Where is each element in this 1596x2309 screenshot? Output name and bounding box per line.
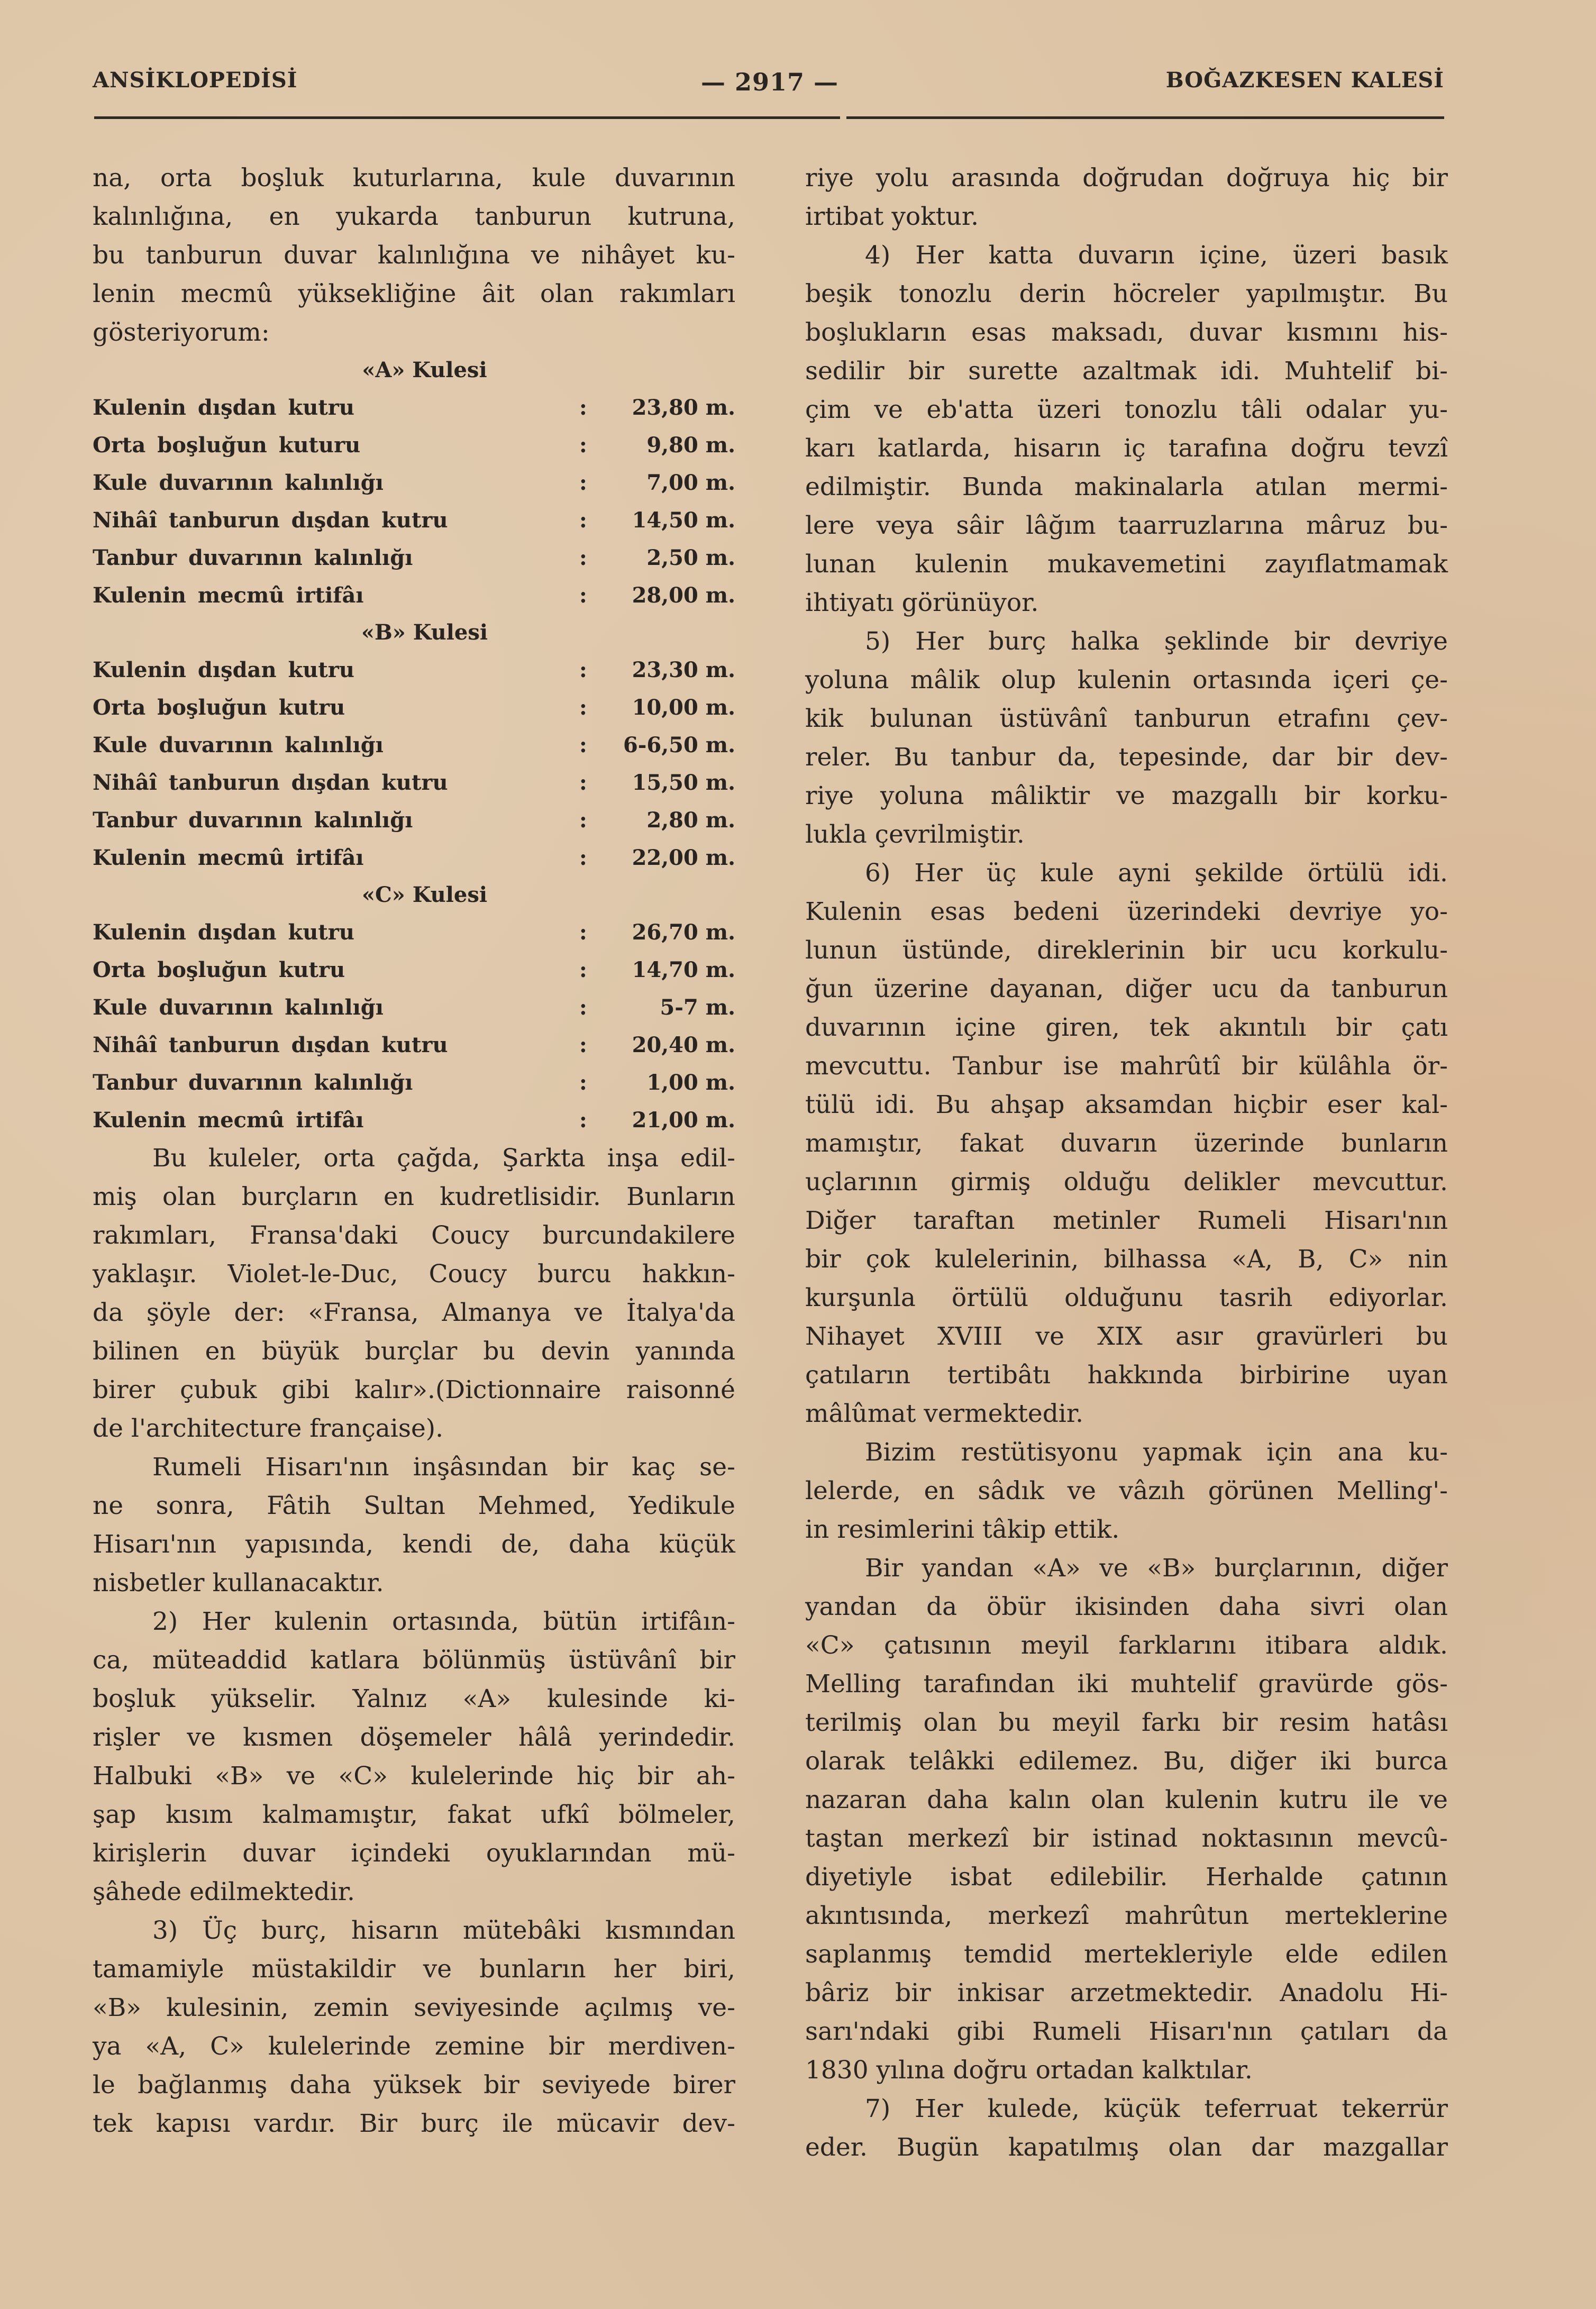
text-line: kik bulunan üstüvânî tanburun etrafını çev- (805, 704, 1448, 733)
text-line: Rumeli Hisarı'nın inşâsından bir kaç se- (152, 1453, 735, 1482)
text-line: de l'architecture française). (93, 1414, 444, 1443)
paragraph-5 (805, 622, 1448, 854)
text-line: mâlûmat vermektedir. (805, 1399, 1084, 1428)
table-row (93, 577, 735, 614)
text-line: «C» çatısının meyil farklarını itibara aldık. (805, 1631, 1448, 1660)
text-line: Hisarı'nın yapısında, kendi de, daha küçük (93, 1530, 735, 1559)
text-line: bâriz bir inkisar arzetmektedir. Anadolu Hi- (805, 1978, 1448, 2007)
text-line: in resimlerini tâkip ettik. (805, 1515, 1120, 1544)
text-line: riye yoluna mâliktir ve mazgallı bir korku- (805, 781, 1448, 810)
text-line: Bir yandan «A» ve «B» burçlarının, diğer (865, 1554, 1448, 1583)
text-line: terilmiş olan bu meyil farkı bir resim hatâsı (805, 1708, 1448, 1737)
text-line: gösteriyorum: (93, 318, 270, 347)
table-row (93, 1026, 735, 1064)
row-separator: : (579, 845, 587, 870)
row-label: Kule duvarının kalınlığı (93, 470, 384, 495)
text-line: ne sonra, Fâtih Sultan Mehmed, Yedikule (93, 1491, 735, 1520)
text-line: reler. Bu tanbur da, tepesinde, dar bir dev- (805, 743, 1448, 772)
table-row (93, 914, 735, 951)
row-label: Nihâî tanburun dışdan kutru (93, 508, 448, 533)
paragraph-4 (805, 236, 1448, 622)
paragraph-3 (93, 1911, 735, 2143)
text-line: mevcuttu. Tanbur ise mahrûtî bir külâhla ör- (805, 1052, 1448, 1081)
tower-b-table (93, 614, 735, 877)
text-line: 3) Üç burç, hisarın mütebâki kısmından (152, 1916, 735, 1945)
text-line: rakımları, Fransa'daki Coucy burcundakilere (93, 1221, 735, 1250)
text-line: bu tanburun duvar kalınlığına ve nihâyet ku- (93, 241, 735, 270)
text-line: ihtiyatı görünüyor. (805, 588, 1039, 617)
row-value: 23,80 m. (632, 395, 735, 420)
text-line: ca, müteaddid katlara bölünmüş üstüvânî bir (93, 1646, 735, 1675)
text-line: lunan kulenin mukavemetini zayıflatmamak (805, 550, 1448, 579)
paragraph-restitution (805, 1433, 1448, 1549)
text-line: uçlarının girmiş olduğu delikler mevcuttur. (805, 1167, 1448, 1197)
text-line: le bağlanmış daha yüksek bir seviyede birer (93, 2070, 735, 2100)
text-line: lenin mecmû yüksekliğine âit olan rakımları (93, 279, 735, 308)
text-line: lukla çevrilmiştir. (805, 820, 1025, 849)
tower-b-title: «B» Kulesi (361, 620, 488, 645)
text-line: nazaran daha kalın olan kulenin kutru ile ve (805, 1785, 1448, 1814)
row-value: 21,00 m. (632, 1108, 735, 1133)
text-line: beşik tonozlu derin höcreler yapılmıştır. Bu (805, 279, 1448, 308)
row-separator: : (579, 957, 587, 982)
row-label: Kulenin mecmû irtifâı (93, 845, 364, 870)
text-line: kurşunla örtülü olduğunu tasrih ediyorlar. (805, 1283, 1448, 1312)
text-line: çatıların tertibâtı hakkında birbirine uyan (805, 1361, 1448, 1390)
right-column (805, 159, 1448, 2167)
row-value: 1,00 m. (646, 1070, 735, 1095)
text-line: birer çubuk gibi kalır».(Dictionnaire raisonné (93, 1375, 735, 1404)
paragraph-yedikule (93, 1448, 735, 1602)
text-line: Kulenin esas bedeni üzerindeki devriye yo- (805, 897, 1448, 926)
row-label: Nihâî tanburun dışdan kutru (93, 770, 448, 795)
table-row (93, 464, 735, 501)
row-label: Kulenin dışdan kutru (93, 395, 354, 420)
text-line: Nihayet XVIII ve XIX asır gravürleri bu (805, 1322, 1448, 1351)
table-row (93, 651, 735, 689)
text-line: 7) Her kulede, küçük teferruat tekerrür (865, 2094, 1448, 2123)
row-separator: : (579, 470, 587, 495)
text-line: 5) Her burç halka şeklinde bir devriye (865, 627, 1448, 656)
text-line: na, orta boşluk kuturlarına, kule duvarının (93, 163, 735, 193)
row-separator: : (579, 1033, 587, 1057)
row-value: 26,70 m. (632, 920, 735, 945)
text-line: irtibat yoktur. (805, 202, 979, 231)
text-line: sarı'ndaki gibi Rumeli Hisarı'nın çatıları da (805, 2017, 1448, 2046)
header-publication-title: ANSİKLOPEDİSİ (93, 68, 298, 93)
text-line: tamamiyle müstakildir ve bunların her biri, (93, 1955, 735, 1984)
tower-c-table (93, 877, 735, 1139)
row-label: Orta boşluğun kutru (93, 695, 345, 720)
header-article-title: BOĞAZKESEN KALESİ (1165, 68, 1444, 93)
row-separator: : (579, 1108, 587, 1133)
row-label: Nihâî tanburun dışdan kutru (93, 1033, 448, 1057)
row-value: 2,50 m. (646, 545, 735, 570)
text-line: Bizim restütisyonu yapmak için ana ku- (865, 1438, 1448, 1467)
row-label: Tanbur duvarının kalınlığı (93, 545, 413, 570)
tower-c-title: «C» Kulesi (361, 882, 488, 907)
text-line: 2) Her kulenin ortasında, bütün irtifâın- (152, 1607, 735, 1636)
table-row (93, 801, 735, 839)
text-line: kalınlığına, en yukarda tanburun kutruna, (93, 202, 735, 231)
text-line: Bu kuleler, orta çağda, Şarkta inşa edil- (152, 1144, 735, 1173)
text-line: şap kısım kalmamıştır, fakat ufkî bölmeler, (93, 1800, 735, 1829)
paragraph-coucy (93, 1139, 735, 1448)
row-value: 2,80 m. (646, 808, 735, 833)
text-line: 6) Her üç kule ayni şekilde örtülü idi. (865, 859, 1448, 888)
text-line: ğun üzerine dayanan, diğer ucu da tanburun (805, 974, 1448, 1003)
paragraph-7 (805, 2089, 1448, 2167)
text-line: bilinen en büyük burçlar bu devin yanında (93, 1337, 735, 1366)
text-line: tülü idi. Bu ahşap aksamdan hiçbir eser kal- (805, 1090, 1448, 1119)
row-value: 22,00 m. (632, 845, 735, 870)
table-row (93, 501, 735, 539)
row-value: 23,30 m. (632, 658, 735, 682)
text-line: 4) Her katta duvarın içine, üzeri basık (865, 241, 1448, 270)
row-value: 14,70 m. (632, 957, 735, 982)
table-row (93, 726, 735, 764)
text-line: ya «A, C» kulelerinde zemine bir merdiven- (93, 2032, 735, 2061)
row-value: 5-7 m. (660, 995, 735, 1020)
row-separator: : (579, 695, 587, 720)
row-separator: : (579, 545, 587, 570)
text-line: tek kapısı vardır. Bir burç ile mücavir dev- (93, 2109, 735, 2138)
row-value: 6-6,50 m. (623, 733, 735, 758)
text-line: şâhede edilmektedir. (93, 1877, 355, 1906)
tower-a-table (93, 352, 735, 614)
text-line: lere veya sâir lâğım taarruzlarına mâruz bu- (805, 511, 1448, 540)
text-line: edilmiştir. Bunda makinalarla atılan mermi- (805, 472, 1448, 501)
text-line: 1830 yılına doğru ortadan kalktılar. (805, 2056, 1253, 2085)
tower-a-title: «A» Kulesi (362, 358, 487, 382)
row-value: 20,40 m. (632, 1033, 735, 1057)
row-separator: : (579, 770, 587, 795)
row-value: 9,80 m. (646, 433, 735, 458)
table-row (93, 426, 735, 464)
row-label: Kule duvarının kalınlığı (93, 733, 384, 758)
paragraph-intro (93, 159, 735, 352)
text-line: lelerde, en sâdık ve vâzıh görünen Melling'- (805, 1476, 1448, 1505)
row-separator: : (579, 733, 587, 758)
text-line: kirişlerin duvar içindeki oyuklarından mü- (93, 1839, 735, 1868)
row-separator: : (579, 395, 587, 420)
row-separator: : (579, 433, 587, 458)
table-row (93, 989, 735, 1026)
header-rule-right (846, 116, 1444, 119)
text-line: akıntısında, merkezî mahrûtun merteklerine (805, 1901, 1448, 1930)
row-label: Tanbur duvarının kalınlığı (93, 1070, 413, 1095)
table-row (93, 539, 735, 577)
text-line: mamıştır, fakat duvarın üzerinde bunların (805, 1129, 1448, 1158)
row-separator: : (579, 583, 587, 608)
text-line: boşluk yükselir. Yalnız «A» kulesinde ki- (93, 1684, 735, 1713)
text-line: yaklaşır. Violet-le-Duc, Coucy burcu hakkın- (93, 1260, 735, 1289)
table-row (93, 764, 735, 801)
text-line: miş olan burçların en kudretlisidir. Bunların (93, 1182, 735, 1211)
text-line: sedilir bir surette azaltmak idi. Muhtelif bi- (805, 357, 1448, 386)
header-page-number: — 2917 — (701, 68, 839, 96)
row-separator: : (579, 1070, 587, 1095)
table-row (93, 1064, 735, 1101)
text-line: eder. Bugün kapatılmış olan dar mazgallar (805, 2133, 1448, 2162)
paragraph-slope (805, 1549, 1448, 2089)
table-row (93, 689, 735, 726)
running-header (87, 68, 1444, 99)
text-line: olarak telâkki edilemez. Bu, diğer iki burca (805, 1747, 1448, 1776)
text-line: boşlukların esas maksadı, duvar kısmını his- (805, 318, 1448, 347)
text-line: nisbetler kullanacaktır. (93, 1568, 384, 1598)
text-line: diyetiyle isbat edilebilir. Herhalde çatının (805, 1863, 1448, 1892)
text-line: karı katlarda, hisarın iç tarafına doğru tevzî (805, 434, 1448, 463)
text-line: Diğer taraftan metinler Rumeli Hisarı'nın (805, 1206, 1448, 1235)
row-separator: : (579, 920, 587, 945)
row-value: 14,50 m. (632, 508, 735, 533)
paragraph-6 (805, 854, 1448, 1433)
row-separator: : (579, 658, 587, 682)
row-label: Kulenin dışdan kutru (93, 658, 354, 682)
row-label: Kulenin mecmû irtifâı (93, 1108, 364, 1133)
left-column (93, 159, 735, 2143)
row-separator: : (579, 808, 587, 833)
text-line: «B» kulesinin, zemin seviyesinde açılmış ve- (93, 1993, 735, 2022)
text-line: taştan merkezî bir istinad noktasının mevcû- (805, 1824, 1448, 1853)
header-rule-left (94, 116, 840, 119)
row-value: 28,00 m. (632, 583, 735, 608)
text-line: Melling tarafından iki muhtelif gravürde gös- (805, 1669, 1448, 1699)
text-line: yoluna mâlik olup kulenin ortasında içeri çe- (805, 665, 1448, 695)
text-line: yandan da öbür ikisinden daha sivri olan (805, 1592, 1448, 1621)
row-label: Kule duvarının kalınlığı (93, 995, 384, 1020)
table-row (93, 839, 735, 877)
text-line: rişler ve kısmen döşemeler hâlâ yerindedir. (93, 1723, 735, 1752)
text-line: riye yolu arasında doğrudan doğruya hiç bir (805, 163, 1448, 193)
text-line: çim ve eb'atta üzeri tonozlu tâli odalar yu- (805, 395, 1448, 424)
row-label: Kulenin mecmû irtifâı (93, 583, 364, 608)
row-label: Kulenin dışdan kutru (93, 920, 354, 945)
text-line: Halbuki «B» ve «C» kulelerinde hiç bir ah- (93, 1762, 735, 1791)
row-value: 7,00 m. (646, 470, 735, 495)
paragraph-3-continued (805, 159, 1448, 236)
row-value: 10,00 m. (632, 695, 735, 720)
row-value: 15,50 m. (632, 770, 735, 795)
row-label: Orta boşluğun kutru (93, 957, 345, 982)
text-line: duvarının içine giren, tek akıntılı bir çatı (805, 1013, 1448, 1042)
text-line: saplanmış temdid mertekleriyle elde edilen (805, 1940, 1448, 1969)
row-separator: : (579, 995, 587, 1020)
table-row (93, 1101, 735, 1139)
text-line: bir çok kulelerinin, bilhassa «A, B, C» nin (805, 1245, 1448, 1274)
paragraph-2 (93, 1602, 735, 1911)
table-row (93, 389, 735, 426)
row-label: Orta boşluğun kuturu (93, 433, 361, 458)
text-line: da şöyle der: «Fransa, Almanya ve İtalya'da (93, 1298, 735, 1327)
row-separator: : (579, 508, 587, 533)
row-label: Tanbur duvarının kalınlığı (93, 808, 413, 833)
text-line: lunun üstünde, direklerinin bir ucu korkulu- (805, 936, 1448, 965)
table-row (93, 951, 735, 989)
